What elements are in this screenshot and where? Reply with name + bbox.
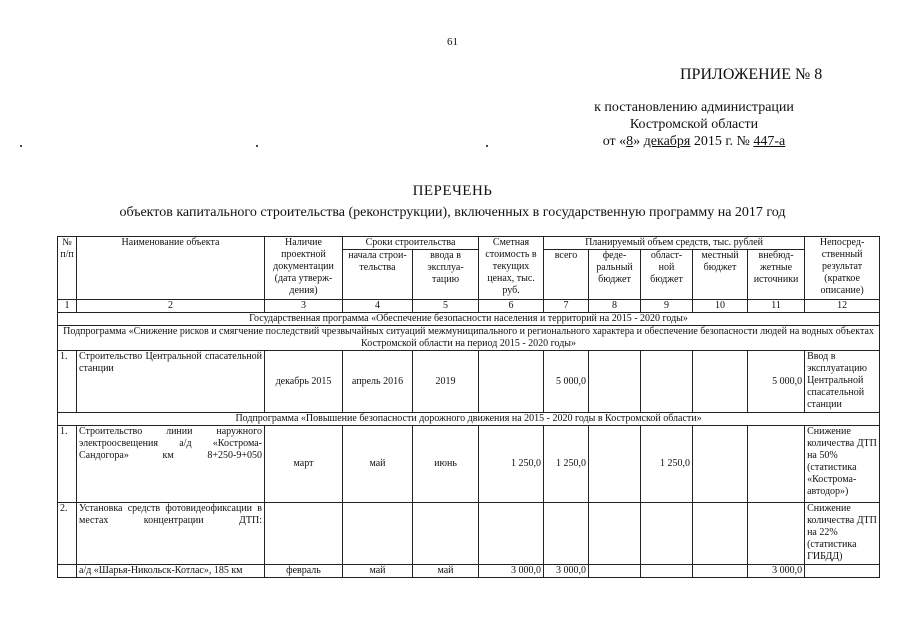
column-number: 8: [589, 300, 641, 313]
appendix-line-1: к постановлению администрации: [594, 100, 794, 115]
column-number: 7: [544, 300, 589, 313]
subprogram-title: Подпрограмма «Повышение безопасности дорожного движения на 2015 - 2020 годы в Костромской области»: [58, 413, 880, 426]
header-start: начала строи-тельства: [343, 250, 413, 300]
header-cost: Сметная стоимость в текущих ценах, тыс. руб.: [479, 237, 544, 300]
table-row: [58, 503, 880, 565]
local-amount: [693, 565, 748, 578]
regional-amount: 1 250,0: [641, 426, 693, 503]
local-amount: [693, 351, 748, 413]
header-regional: област-ной бюджет: [641, 250, 693, 300]
subprogram-row: [58, 413, 880, 426]
total-amount: 1 250,0: [544, 426, 589, 503]
document-title: ПЕРЕЧЕНЬ: [412, 183, 493, 199]
header-terms: Сроки строительства: [343, 237, 479, 250]
start-date: май: [343, 565, 413, 578]
object-name: а/д «Шарья-Никольск-Котлас», 185 км: [77, 565, 265, 578]
column-number: 2: [77, 300, 265, 313]
row-number: 1.: [58, 351, 77, 413]
column-number: 4: [343, 300, 413, 313]
decree-day: 8: [626, 134, 634, 149]
header-row-1: [58, 237, 880, 250]
column-number: 6: [479, 300, 544, 313]
header-local: местный бюджет: [693, 250, 748, 300]
page-number: 61: [447, 36, 458, 48]
state-program-row: [58, 313, 880, 326]
estimated-cost: 3 000,0: [479, 565, 544, 578]
column-numbers-row: [58, 300, 880, 313]
document-subtitle: объектов капитального строительства (реконструкции), включенных в государственную программу на 2017 год: [119, 205, 786, 220]
offbudget-amount: [748, 426, 805, 503]
row-number: 1.: [58, 426, 77, 503]
federal-amount: [589, 351, 641, 413]
federal-amount: [589, 565, 641, 578]
header-planned: Планируемый объем средств, тыс. рублей: [544, 237, 805, 250]
header-total: всего: [544, 250, 589, 300]
state-program-title: Государственная программа «Обеспечение безопасности населения и территорий на 2015 - 2020 годы»: [58, 313, 880, 326]
scan-speck: [486, 145, 488, 147]
header-commission: ввода в эксплуа-тацию: [413, 250, 479, 300]
subprogram-title: Подпрограмма «Снижение рисков и смягчение последствий чрезвычайных ситуаций межмуниципального и регионального характера и обеспечение безопасности людей на водных объектах Костромской области на период 2015 - 2020 годы»: [58, 326, 880, 351]
regional-amount: [641, 351, 693, 413]
header-num: № п/п: [58, 237, 77, 300]
table-row: [58, 351, 880, 413]
table-row: [58, 426, 880, 503]
result-description: Снижение количества ДТП на 50% (статистика «Кострома-автодор»): [805, 426, 880, 503]
scan-speck: [20, 145, 22, 147]
start-date: май: [343, 426, 413, 503]
docs-date: март: [265, 426, 343, 503]
local-amount: [693, 426, 748, 503]
row-number: 2.: [58, 503, 77, 565]
object-name: Установка средств фотовидеофиксации в местах концентрации ДТП:: [77, 503, 265, 565]
subprogram-row: [58, 326, 880, 351]
column-number: 1: [58, 300, 77, 313]
commission-date: июнь: [413, 426, 479, 503]
scan-speck: [256, 145, 258, 147]
commission-date: 2019: [413, 351, 479, 413]
header-name: Наименование объекта: [77, 237, 265, 300]
estimated-cost: 1 250,0: [479, 426, 544, 503]
column-number: 3: [265, 300, 343, 313]
estimated-cost: [479, 351, 544, 413]
objects-table: [57, 236, 880, 578]
column-number: 11: [748, 300, 805, 313]
column-number: 12: [805, 300, 880, 313]
column-number: 9: [641, 300, 693, 313]
header-result: Непосред-ственный результат (краткое описание): [805, 237, 880, 300]
commission-date: май: [413, 565, 479, 578]
object-name: Строительство линии наружного электроосвещения а/д «Кострома-Сандогора» км 8+250-9+050: [77, 426, 265, 503]
docs-date: февраль: [265, 565, 343, 578]
row-number: [58, 565, 77, 578]
total-amount: 3 000,0: [544, 565, 589, 578]
header-federal: феде-ральный бюджет: [589, 250, 641, 300]
appendix-title: ПРИЛОЖЕНИЕ № 8: [680, 66, 823, 83]
total-amount: 5 000,0: [544, 351, 589, 413]
appendix-line-2: Костромской области: [629, 117, 759, 132]
result-description: Снижение количества ДТП на 22% (статистика ГИБДД): [805, 503, 880, 565]
decree-number: 447-а: [753, 134, 786, 149]
header-docs: Наличие проектной документации (дата утверж-дения): [265, 237, 343, 300]
header-offbudget: внебюд-жетные источники: [748, 250, 805, 300]
appendix-line-3: от «8» декабря 2015 г. № 447-а: [602, 134, 786, 149]
result-description: Ввод в эксплуатацию Центральной спасательной станции: [805, 351, 880, 413]
offbudget-amount: 3 000,0: [748, 565, 805, 578]
column-number: 10: [693, 300, 748, 313]
regional-amount: [641, 565, 693, 578]
offbudget-amount: 5 000,0: [748, 351, 805, 413]
decree-month: декабря: [643, 134, 691, 149]
docs-date: декабрь 2015: [265, 351, 343, 413]
federal-amount: [589, 426, 641, 503]
result-description: [805, 565, 880, 578]
table-row: [58, 565, 880, 578]
start-date: апрель 2016: [343, 351, 413, 413]
object-name: Строительство Центральной спасательной станции: [77, 351, 265, 413]
column-number: 5: [413, 300, 479, 313]
